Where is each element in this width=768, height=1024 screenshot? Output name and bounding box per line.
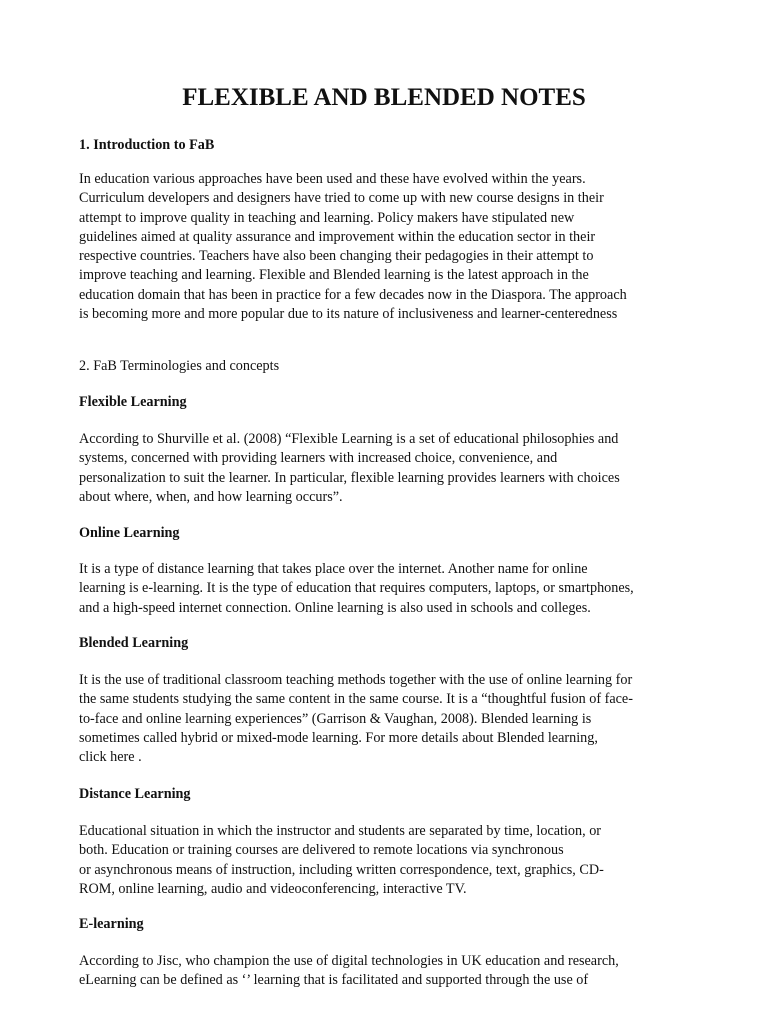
page-title: FLEXIBLE AND BLENDED NOTES bbox=[182, 84, 586, 111]
paragraph-line: about where, when, and how learning occurs”. bbox=[79, 488, 343, 505]
paragraph-line: and a high-speed internet connection. Online learning is also used in schools and colleges. bbox=[79, 599, 591, 616]
paragraph-line: both. Education or training courses are delivered to remote locations via synchronous bbox=[79, 842, 564, 859]
paragraph-line: personalization to suit the learner. In particular, flexible learning provides learners with choices bbox=[79, 469, 620, 486]
paragraph-line: systems, concerned with providing learners with increased choice, convenience, and bbox=[79, 450, 558, 467]
subheading-online-learning: Online Learning bbox=[79, 525, 180, 541]
paragraph-line: attempt to improve quality in teaching and learning. Policy makers have stipulated new bbox=[79, 209, 575, 226]
subheading-flexible-learning: Flexible Learning bbox=[79, 394, 187, 410]
paragraph-line: It is a type of distance learning that takes place over the internet. Another name for online bbox=[79, 561, 588, 577]
online-learning-paragraph bbox=[79, 560, 689, 618]
paragraph-line: education domain that has been in practice for a few decades now in the Diaspora. The approach bbox=[79, 286, 627, 303]
paragraph-line: learning is e-learning. It is the type of education that requires computers, laptops, or smartphones, bbox=[79, 580, 634, 597]
subheading-e-learning: E-learning bbox=[79, 916, 144, 932]
e-learning-paragraph bbox=[79, 952, 689, 991]
paragraph-line: It is the use of traditional classroom teaching methods together with the use of online learning for bbox=[79, 672, 633, 688]
intro-paragraph bbox=[79, 170, 689, 324]
paragraph-line: to-face and online learning experiences” (Garrison & Vaughan, 2008). Blended learning is bbox=[79, 710, 592, 727]
click-here-link[interactable]: click here . bbox=[79, 749, 142, 766]
subheading-blended-learning: Blended Learning bbox=[79, 635, 189, 651]
section-heading-terminologies: 2. FaB Terminologies and concepts bbox=[79, 358, 280, 374]
paragraph-line: eLearning can be defined as ‘’ learning that is facilitated and supported through the use of bbox=[79, 972, 589, 989]
paragraph-line: or asynchronous means of instruction, including written correspondence, text, graphics, CD- bbox=[79, 861, 604, 878]
paragraph-line: sometimes called hybrid or mixed-mode learning. For more details about Blended learning, bbox=[79, 729, 598, 746]
paragraph-line: According to Jisc, who champion the use of digital technologies in UK education and research, bbox=[79, 953, 619, 969]
paragraph-line: guidelines aimed at quality assurance and improvement within the education sector in their bbox=[79, 228, 596, 245]
paragraph-line: Curriculum developers and designers have tried to come up with new course designs in their bbox=[79, 190, 604, 207]
paragraph-line: is becoming more and more popular due to its nature of inclusiveness and learner-centeredness bbox=[79, 306, 618, 323]
blended-learning-paragraph bbox=[79, 671, 689, 767]
paragraph-line: the same students studying the same content in the same course. It is a “thoughtful fusion of face- bbox=[79, 691, 633, 708]
paragraph-line: Educational situation in which the instructor and students are separated by time, location, or bbox=[79, 823, 602, 839]
flexible-learning-paragraph bbox=[79, 430, 689, 507]
paragraph-line: ROM, online learning, audio and videoconferencing, interactive TV. bbox=[79, 880, 467, 897]
paragraph-line: In education various approaches have been used and these have evolved within the years. bbox=[79, 171, 586, 187]
distance-learning-paragraph bbox=[79, 822, 689, 899]
section-heading-introduction: 1. Introduction to FaB bbox=[79, 137, 215, 153]
paragraph-line: According to Shurville et al. (2008) “Flexible Learning is a set of educational philosophies and bbox=[79, 431, 619, 447]
paragraph-line: improve teaching and learning. Flexible and Blended learning is the latest approach in the bbox=[79, 267, 589, 284]
paragraph-line: respective countries. Teachers have also been changing their pedagogies in their attempt to bbox=[79, 248, 594, 265]
subheading-distance-learning: Distance Learning bbox=[79, 786, 191, 802]
